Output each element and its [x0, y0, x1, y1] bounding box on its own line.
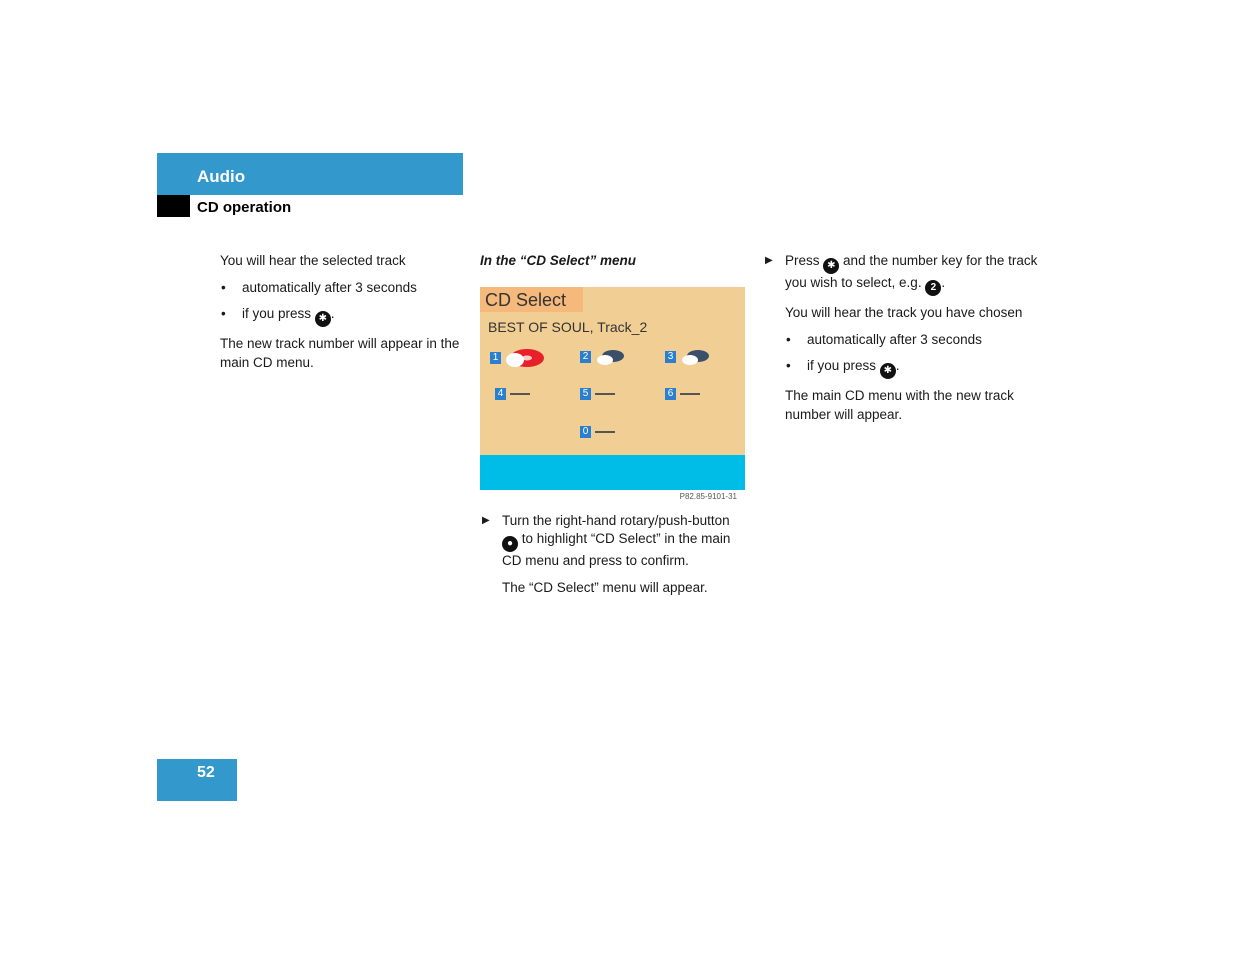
list-item: • automatically after 3 seconds: [220, 279, 460, 298]
cd-slot: 1: [490, 347, 545, 369]
intro-text: You will hear the selected track: [220, 253, 406, 268]
cd-slot: 5: [580, 388, 615, 400]
empty-slot-dash: [595, 393, 615, 395]
star-key-icon: ✱: [315, 311, 331, 327]
result-text: The “CD Select” menu will appear.: [502, 579, 708, 595]
empty-slot-dash: [510, 393, 530, 395]
column-right: [763, 252, 1038, 432]
section-title: Audio: [197, 167, 246, 186]
bullet-list: [785, 331, 1038, 380]
figure-caption: P82.85-9101-31: [679, 491, 737, 501]
triangle-right-icon: ▶: [482, 514, 490, 526]
list-item: • if you press ✱ .: [220, 305, 460, 327]
cd-slot: 6: [665, 388, 700, 400]
triangle-right-icon: ▶: [765, 255, 773, 266]
cd-select-screen: [480, 287, 745, 490]
cd-disc-red-icon: [505, 347, 545, 369]
subsection-title: CD operation: [197, 199, 292, 216]
rotary-knob-icon: ●: [502, 536, 518, 552]
screen-title: CD Select: [485, 289, 567, 310]
page-number: 52: [197, 764, 215, 781]
bullet-list: [220, 279, 460, 328]
instruction-step: ▶ Turn the right-hand rotary/push-button ● to highlight “CD Select” in the main CD menu and press to confirm.: [482, 512, 731, 568]
column-middle: [480, 252, 746, 605]
cd-slot: 0: [580, 426, 615, 438]
section-header: [157, 153, 463, 195]
cd-slot: 4: [495, 388, 530, 400]
star-key-icon: ✱: [823, 258, 839, 274]
result-text: The new track number will appear in the main CD menu.: [220, 336, 460, 370]
screen-status-band: [480, 455, 745, 490]
screen-track: BEST OF SOUL, Track_2: [488, 318, 648, 335]
right-body: [763, 304, 1038, 424]
cd-disc-icon: [680, 347, 710, 367]
list-item: • automatically after 3 seconds: [785, 331, 1038, 350]
column-left: [220, 252, 460, 380]
subsection-marker: [157, 195, 190, 217]
list-item: • if you press ✱ .: [785, 357, 1038, 379]
cd-disc-icon: [595, 347, 625, 367]
cd-slot: 3: [665, 347, 710, 367]
intro-text: You will hear the track you have chosen: [785, 305, 1023, 320]
number-key-2-icon: 2: [925, 280, 941, 296]
subheading: In the “CD Select” menu: [480, 253, 637, 268]
star-key-icon: ✱: [880, 363, 896, 379]
page-number-box: [157, 759, 237, 801]
empty-slot-dash: [595, 431, 615, 433]
instruction-step: ▶ Press ✱ and the number key for the track you wish to select, e.g. 2 .: [763, 252, 1038, 296]
result-text: The main CD menu with the new track number will appear.: [785, 388, 1014, 422]
empty-slot-dash: [680, 393, 700, 395]
cd-slot: 2: [580, 347, 625, 367]
